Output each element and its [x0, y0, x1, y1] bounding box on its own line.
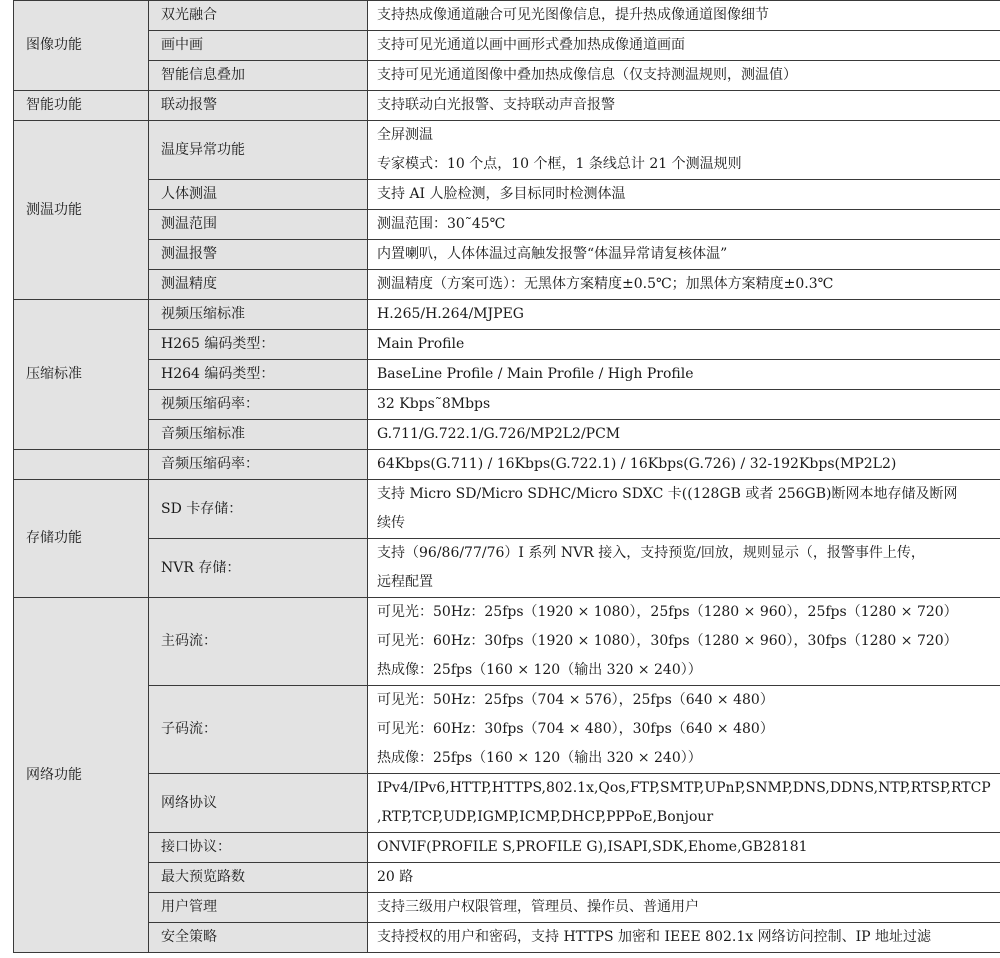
feature-label: 接口协议：: [149, 833, 368, 863]
feature-value: 内置喇叭，人体体温过高触发报警“体温异常请复核体温”: [368, 240, 1000, 270]
feature-value: 测温范围：30˜45℃: [368, 210, 1000, 240]
value-line: 支持（96/86/77/76）I 系列 NVR 接入，支持预览/回放，规则显示（，报警事件上传，: [377, 545, 925, 561]
table-row: [14, 270, 1000, 300]
feature-label: 最大预览路数: [149, 863, 368, 893]
feature-value: 测温精度（方案可选）：无黑体方案精度±0.5℃；加黑体方案精度±0.3℃: [368, 270, 1000, 300]
feature-label: 测温精度: [149, 270, 368, 300]
table-row: [14, 863, 1000, 893]
table-row: [14, 774, 1000, 833]
table-row: [14, 450, 1000, 480]
category-label: 图像功能: [14, 1, 149, 91]
value-line: 远程配置: [377, 574, 433, 590]
table-row: [14, 121, 1000, 180]
feature-label: 画中画: [149, 31, 368, 61]
table-row: [14, 180, 1000, 210]
table-row: [14, 420, 1000, 450]
feature-label: H265 编码类型：: [149, 330, 368, 360]
table-row: [14, 686, 1000, 774]
table-row: [14, 31, 1000, 61]
table-row: [14, 893, 1000, 923]
spec-table: [13, 0, 1000, 953]
feature-label: H264 编码类型：: [149, 360, 368, 390]
feature-value: 支持授权的用户和密码，支持 HTTPS 加密和 IEEE 802.1x 网络访问控制、IP 地址过滤: [368, 923, 1000, 953]
feature-label: 温度异常功能: [149, 121, 368, 180]
table-row: [14, 330, 1000, 360]
feature-label: 智能信息叠加: [149, 61, 368, 91]
category-blank: [14, 450, 149, 480]
value-line: 可见光：60Hz：30fps（704 × 480），30fps（640 × 480）: [377, 721, 774, 737]
category-label: 网络功能: [14, 598, 149, 953]
feature-label: SD 卡存储：: [149, 480, 368, 539]
feature-value: [368, 598, 1000, 686]
value-line: 可见光：50Hz：25fps（1920 × 1080），25fps（1280 × 960），25fps（1280 × 720）: [377, 604, 958, 620]
feature-label: 人体测温: [149, 180, 368, 210]
value-line: 全屏测温: [377, 127, 433, 143]
table-row: [14, 360, 1000, 390]
table-row: [14, 240, 1000, 270]
feature-label: 网络协议: [149, 774, 368, 833]
feature-value: [368, 774, 1000, 833]
feature-label: 音频压缩标准: [149, 420, 368, 450]
feature-value: [368, 121, 1000, 180]
value-line: 热成像：25fps（160 × 120（输出 320 × 240））: [377, 750, 702, 766]
feature-value: [368, 480, 1000, 539]
feature-value: H.265/H.264/MJPEG: [368, 300, 1000, 330]
feature-label: 测温报警: [149, 240, 368, 270]
category-label: 智能功能: [14, 91, 149, 121]
table-row: [14, 210, 1000, 240]
value-line: ,RTP,TCP,UDP,IGMP,ICMP,DHCP,PPPoE,Bonjour: [377, 809, 714, 825]
value-line: 专家模式：10 个点，10 个框，1 条线总计 21 个测温规则: [377, 156, 742, 172]
feature-value: BaseLine Profile / Main Profile / High Profile: [368, 360, 1000, 390]
table-row: [14, 390, 1000, 420]
value-line: IPv4/IPv6,HTTP,HTTPS,802.1x,Qos,FTP,SMTP,UPnP,SNMP,DNS,DDNS,NTP,RTSP,RTCP: [377, 780, 991, 796]
table-row: [14, 833, 1000, 863]
feature-value: 20 路: [368, 863, 1000, 893]
feature-value: 支持联动白光报警、支持联动声音报警: [368, 91, 1000, 121]
feature-label: 双光融合: [149, 1, 368, 31]
table-row: [14, 539, 1000, 598]
feature-value: 32 Kbps˜8Mbps: [368, 390, 1000, 420]
feature-label: 音频压缩码率：: [149, 450, 368, 480]
value-line: 续传: [377, 515, 405, 531]
feature-value: 支持 AI 人脸检测，多目标同时检测体温: [368, 180, 1000, 210]
table-row: [14, 91, 1000, 121]
feature-value: 支持三级用户权限管理，管理员、操作员、普通用户: [368, 893, 1000, 923]
feature-label: 安全策略: [149, 923, 368, 953]
value-line: 可见光：50Hz：25fps（704 × 576），25fps（640 × 480）: [377, 692, 774, 708]
table-row: [14, 300, 1000, 330]
feature-value: [368, 539, 1000, 598]
value-line: 支持 Micro SD/Micro SDHC/Micro SDXC 卡((128GB 或者 256GB)断网本地存储及断网: [377, 486, 958, 502]
table-row: [14, 923, 1000, 953]
feature-value: 支持热成像通道融合可见光图像信息，提升热成像通道图像细节: [368, 1, 1000, 31]
feature-label: 联动报警: [149, 91, 368, 121]
table-row: [14, 1, 1000, 31]
table-row: [14, 598, 1000, 686]
value-line: 可见光：60Hz：30fps（1920 × 1080），30fps（1280 × 960），30fps（1280 × 720）: [377, 633, 958, 649]
feature-label: 用户管理: [149, 893, 368, 923]
category-label: 压缩标准: [14, 300, 149, 450]
category-label: 存储功能: [14, 480, 149, 598]
feature-label: 子码流：: [149, 686, 368, 774]
feature-label: 视频压缩标准: [149, 300, 368, 330]
feature-value: 64Kbps(G.711) / 16Kbps(G.722.1) / 16Kbps(G.726) / 32-192Kbps(MP2L2): [368, 450, 1000, 480]
feature-value: ONVIF(PROFILE S,PROFILE G),ISAPI,SDK,Ehome,GB28181: [368, 833, 1000, 863]
feature-value: Main Profile: [368, 330, 1000, 360]
table-row: [14, 480, 1000, 539]
feature-value: [368, 686, 1000, 774]
feature-label: NVR 存储：: [149, 539, 368, 598]
value-line: 热成像：25fps（160 × 120（输出 320 × 240））: [377, 662, 702, 678]
feature-value: 支持可见光通道以画中画形式叠加热成像通道画面: [368, 31, 1000, 61]
category-label: 测温功能: [14, 121, 149, 300]
table-row: [14, 61, 1000, 91]
feature-label: 主码流：: [149, 598, 368, 686]
feature-value: G.711/G.722.1/G.726/MP2L2/PCM: [368, 420, 1000, 450]
feature-label: 测温范围: [149, 210, 368, 240]
feature-label: 视频压缩码率：: [149, 390, 368, 420]
feature-value: 支持可见光通道图像中叠加热成像信息（仅支持测温规则，测温值）: [368, 61, 1000, 91]
